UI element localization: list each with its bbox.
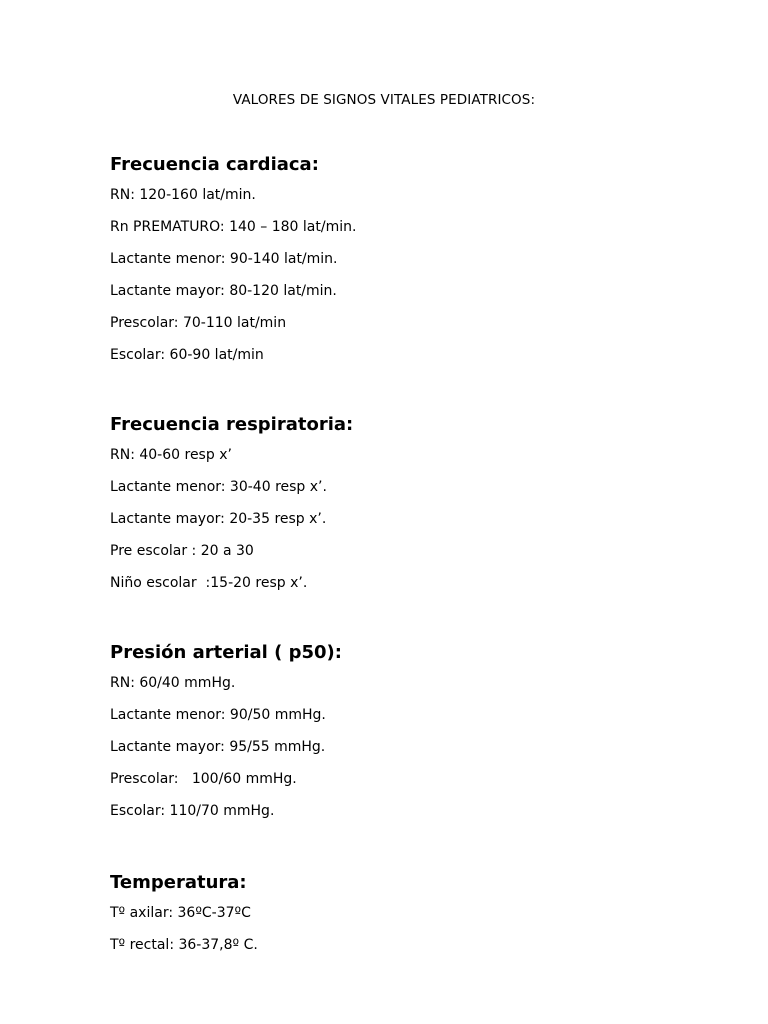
list-item: Lactante mayor: 20-35 resp x’. bbox=[110, 511, 327, 527]
list-item: Lactante menor: 90/50 mmHg. bbox=[110, 707, 326, 723]
section-frecuencia-cardiaca bbox=[110, 152, 710, 377]
list-item: Lactante mayor: 95/55 mmHg. bbox=[110, 739, 326, 755]
section-heading: Presión arterial ( p50): bbox=[110, 642, 342, 663]
list-item: Prescolar: 100/60 mmHg. bbox=[110, 771, 297, 787]
list-item: Lactante mayor: 80-120 lat/min. bbox=[110, 283, 337, 299]
section-heading: Frecuencia respiratoria: bbox=[110, 414, 354, 435]
list-item: Niño escolar :15-20 resp x’. bbox=[110, 575, 308, 591]
list-item: Tº rectal: 36-37,8º C. bbox=[110, 937, 258, 953]
list-item: Pre escolar : 20 a 30 bbox=[110, 543, 254, 559]
list-item: RN: 60/40 mmHg. bbox=[110, 675, 236, 691]
list-item: Tº axilar: 36ºC-37ºC bbox=[110, 905, 251, 921]
section-frecuencia-respiratoria bbox=[110, 412, 710, 605]
section-heading: Temperatura: bbox=[110, 872, 247, 893]
list-item: Prescolar: 70-110 lat/min bbox=[110, 315, 287, 331]
document-title: VALORES DE SIGNOS VITALES PEDIATRICOS: bbox=[232, 92, 536, 108]
section-presion-arterial bbox=[110, 640, 710, 833]
list-item: Lactante menor: 30-40 resp x’. bbox=[110, 479, 327, 495]
section-temperatura bbox=[110, 870, 710, 967]
section-heading: Frecuencia cardiaca: bbox=[110, 154, 319, 175]
list-item: Lactante menor: 90-140 lat/min. bbox=[110, 251, 338, 267]
list-item: Escolar: 60-90 lat/min bbox=[110, 347, 264, 363]
list-item: RN: 120-160 lat/min. bbox=[110, 187, 256, 203]
list-item: Rn PREMATURO: 140 – 180 lat/min. bbox=[110, 219, 357, 235]
list-item: RN: 40-60 resp x’ bbox=[110, 447, 232, 463]
list-item: Escolar: 110/70 mmHg. bbox=[110, 803, 275, 819]
